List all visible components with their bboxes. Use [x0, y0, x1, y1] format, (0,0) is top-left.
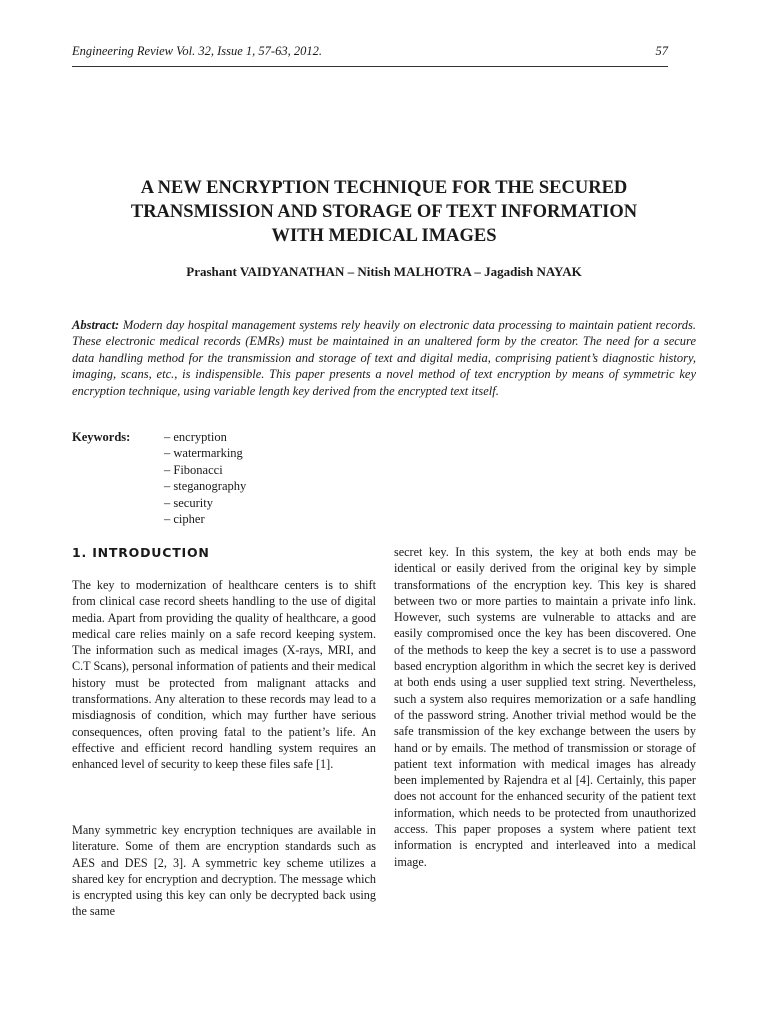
body-paragraph: secret key. In this system, the key at both ends may be identical or easily derived from the original key by simple transformations of the encryption key. This key is shared between two or more parties to maintain a private info link. However, such systems are vulnerable to attacks and are easily compromised once the key has been discovered. One of the methods to keep the key a secret is to use a password based encryption algorithm in which the secret key is derived at both ends using a user supplied text string. Nevertheless, such a system also requires memorization or a safe handling of the password string. Another trivial method would be the safe transmission of the key exchange between the users by hand or by emails. The method of transmission or storage of patient text information with medical images has already been implemented by Rajendra et al [4]. Certainly, this paper does not account for the enhanced security of the patient text information, which needs to be protected from unauthorized access. This paper proposes a system where patient text information is encrypted and interleaved into a medical image.: [394, 545, 696, 869]
keyword-item: – encryption: [164, 430, 227, 444]
keywords-label: Keywords:: [72, 430, 131, 444]
running-header: [72, 44, 668, 59]
body-paragraph: Many symmetric key encryption techniques are available in literature. Some of them are encryption standards such as AES and DES [2, 3]. A symmetric key scheme utilizes a shared key for encryption and decryption. The message which is encrypted using this key can only be decrypted back using the same: [72, 823, 376, 919]
title-line: TRANSMISSION AND STORAGE OF TEXT INFORMATION: [130, 202, 638, 222]
author-list: Prashant VAIDYANATHAN – Nitish MALHOTRA – Jagadish NAYAK: [186, 264, 582, 279]
keyword-item: – cipher: [164, 512, 205, 527]
keyword-item: – watermarking: [164, 446, 243, 461]
page-number: 57: [655, 44, 668, 58]
section-heading-introduction: 1. INTRODUCTION: [72, 545, 210, 560]
keywords-list: [164, 429, 246, 527]
body-paragraph: The key to modernization of healthcare centers is to shift from clinical case record sheets handling to the use of digital media. Apart from providing the quality of healthcare, a good medical care relies mainly on a safe record keeping system. The information such as medical images (X-rays, MRI, and C.T Scans), personal information of patients and their medical history must be protected from malignant attacks and transformations. Any alteration to these records may lead to a misdiagnosis of condition, which may further have serious consequences, often proving fatal to the patient’s life. An effective and efficient record handling system requires an enhanced level of security to keep these files safe [1].: [72, 578, 376, 772]
keyword-item: – steganography: [164, 479, 247, 494]
keyword-item: – security: [164, 495, 213, 510]
abstract-text: Modern day hospital management systems rely heavily on electronic data processing to maintain patient records. These electronic medical records (EMRs) must be maintained in an unaltered form by the creator. The need for a secure data handling method for the transmission and storage of text and digital media, comprising patient’s diagnostic history, imaging, scans, etc., is indispensible. This paper presents a novel method of text encryption by means of symmetric key encryption technique, using variable length key derived from the encrypted text itself.: [72, 318, 696, 398]
journal-citation: Engineering Review Vol. 32, Issue 1, 57-63, 2012.: [72, 44, 322, 58]
paper-title: [72, 176, 696, 248]
keyword-item: – Fibonacci: [164, 462, 223, 477]
title-line: A NEW ENCRYPTION TECHNIQUE FOR THE SECURED: [140, 178, 628, 198]
header-rule: [72, 66, 668, 67]
abstract-label: Abstract:: [72, 318, 120, 332]
abstract: [72, 317, 696, 399]
title-line: WITH MEDICAL IMAGES: [271, 226, 497, 246]
